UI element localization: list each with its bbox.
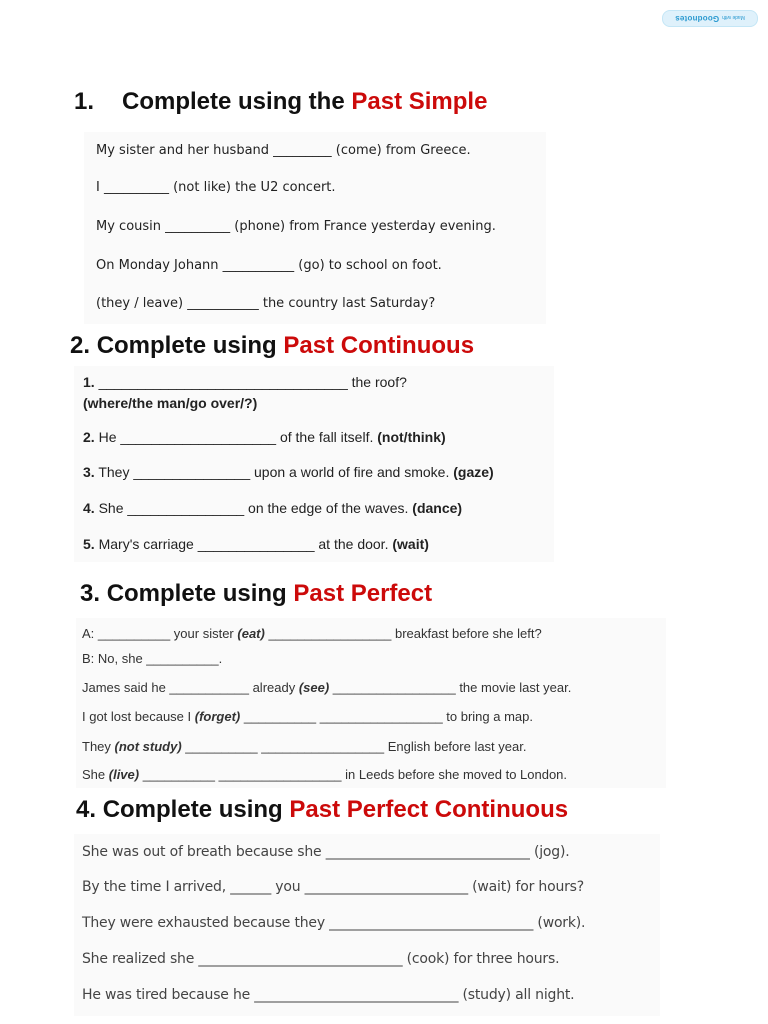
section-2-exercises	[74, 366, 554, 562]
section-2-number: 2.	[70, 332, 91, 359]
section-4-exercises	[74, 834, 660, 1016]
item-text: ________________________________ the roof?	[94, 374, 407, 390]
exercise-line	[83, 464, 494, 480]
section-3-number: 3.	[80, 580, 101, 607]
section-1-number: 1.	[74, 88, 95, 115]
exercise-line: A: __________ your sister (eat) _________________ breakfast before she left?	[82, 626, 542, 641]
exercise-line	[83, 374, 407, 390]
exercise-line: I got lost because I (forget) __________ _________________ to bring a map.	[82, 709, 533, 724]
exercise-line: By the time I arrived, ______ you ________________________ (wait) for hours?	[82, 879, 584, 895]
section-2-title: Complete using	[96, 332, 284, 359]
exercise-line	[83, 500, 462, 516]
section-3-tense: Past Perfect	[293, 580, 433, 607]
item-hint: (gaze)	[453, 464, 494, 480]
item-hint: (not/think)	[377, 429, 446, 445]
exercise-line: He was tired because he ______________________________ (study) all night.	[82, 987, 575, 1003]
item-number: 5.	[83, 536, 95, 552]
section-2-tense: Past Continuous	[283, 332, 475, 359]
item-number: 2.	[83, 429, 95, 445]
item-text: She _______________ on the edge of the waves.	[94, 500, 409, 516]
section-1-tense: Past Simple	[351, 88, 488, 115]
item-text: He ____________________ of the fall itself.	[94, 429, 374, 445]
exercise-line: James said he ___________ already (see) _________________ the movie last year.	[82, 680, 572, 695]
item-number: 3.	[83, 464, 95, 480]
exercise-hint-line	[83, 395, 257, 411]
item-number: 4.	[83, 500, 95, 516]
exercise-line: I __________ (not like) the U2 concert.	[96, 180, 336, 195]
section-4-heading	[76, 796, 568, 824]
exercise-line: They were exhausted because they ______________________________ (work).	[82, 915, 586, 931]
section-4-number: 4.	[76, 796, 97, 823]
exercise-line	[83, 429, 446, 445]
item-number: 1.	[83, 374, 95, 390]
item-text: They _______________ upon a world of fire and smoke.	[94, 464, 450, 480]
section-3-exercises	[76, 618, 666, 788]
section-1-title: Complete using the	[122, 88, 352, 115]
exercise-line: She realized she ______________________________ (cook) for three hours.	[82, 951, 560, 967]
badge-app-name: Goodnotes	[675, 14, 720, 23]
exercise-line: My cousin __________ (phone) from France yesterday evening.	[96, 219, 496, 234]
exercise-line: They (not study) __________ _________________ English before last year.	[82, 739, 527, 754]
exercise-line	[83, 536, 429, 552]
section-1-heading	[74, 88, 487, 116]
item-hint: (where/the man/go over/?)	[83, 395, 258, 411]
section-3-heading	[80, 580, 432, 608]
section-2-heading	[70, 332, 474, 360]
item-hint: (dance)	[412, 500, 463, 516]
badge-made-with: Made with	[722, 14, 745, 20]
exercise-line: She was out of breath because she ______________________________ (jog).	[82, 844, 570, 860]
item-hint: (wait)	[392, 536, 429, 552]
exercise-line: (they / leave) ___________ the country last Saturday?	[96, 296, 436, 311]
section-4-title: Complete using	[102, 796, 290, 823]
section-4-tense: Past Perfect Continuous	[289, 796, 569, 823]
exercise-line: My sister and her husband _________ (come) from Greece.	[96, 143, 471, 158]
exercise-line: B: No, she __________.	[82, 651, 223, 666]
section-1-exercises	[84, 132, 546, 324]
section-3-title: Complete using	[106, 580, 294, 607]
exercise-line: She (live) __________ _________________ in Leeds before she moved to London.	[82, 767, 568, 782]
goodnotes-badge	[662, 10, 758, 27]
item-text: Mary's carriage _______________ at the door.	[94, 536, 389, 552]
exercise-line: On Monday Johann ___________ (go) to school on foot.	[96, 258, 442, 273]
